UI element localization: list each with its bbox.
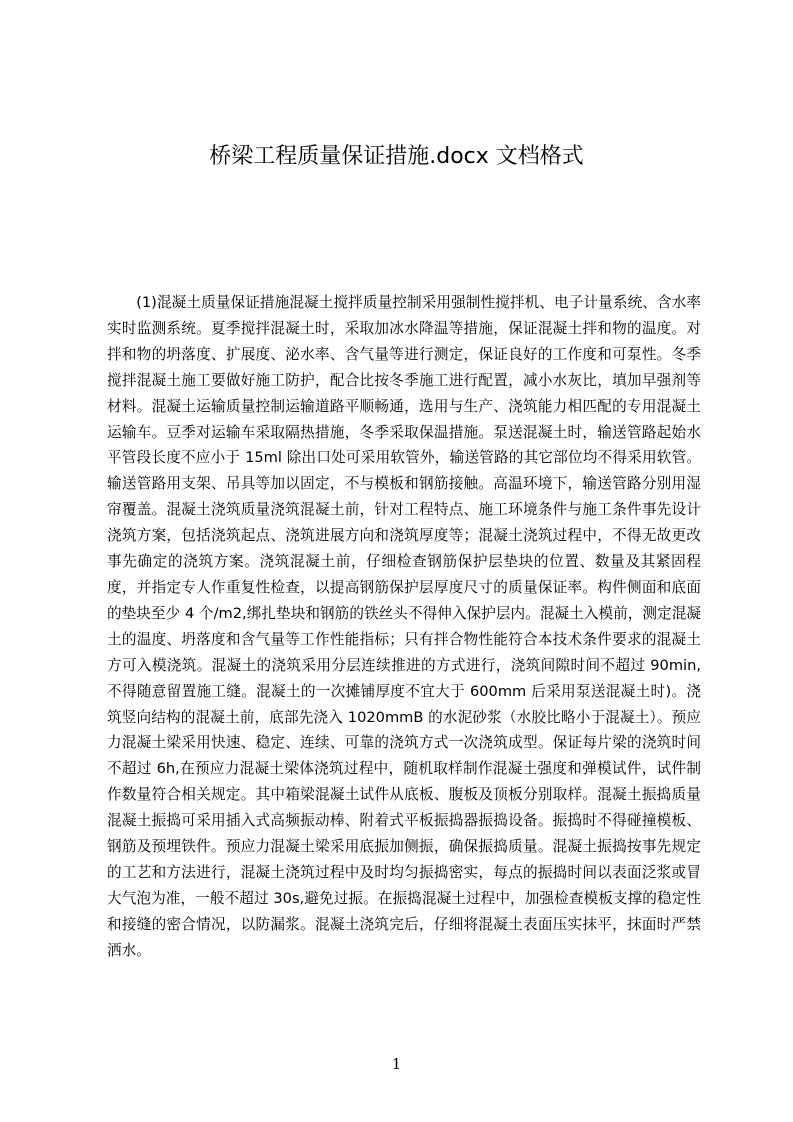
document-title: 桥梁工程质量保证措施.docx 文档格式 <box>209 144 584 169</box>
page-number: 1 <box>391 1055 402 1073</box>
body-paragraph: (1)混凝土质量保证措施混凝土搅拌质量控制采用强制性搅拌机、电子计量系统、含水率实时监测系统。夏季搅拌混凝土时，采取加冰水降温等措施，保证混凝土拌和物的温度。对拌和物的坍落度、扩展度、泌水率、含气量等进行测定，保证良好的工作度和可泵性。冬季搅拌混凝土施工要做好施工防护，配合比按冬季施工进行配置，减小水灰比，填加早强剂等材料。混凝土运输质量控制运输道路平顺畅通，选用与生产、浇筑能力相匹配的专用混凝土运输车。豆季对运输车采取隔热措施，冬季采取保温措施。泵送混凝土时，输送管路起始水平管段长度不应小于 15ml 除出口处可采用软管外，输送管路的其它部位均不得采用软管。输送管路用支架、吊具等加以固定，不与模板和钢筋接触。高温环境下，输送管路分别用湿帘覆盖。混凝土浇筑质量浇筑混凝土前，针对工程特点、施工环境条件与施工条件事先设计浇筑方案，包括浇筑起点、浇筑进展方向和浇筑厚度等；混凝土浇筑过程中，不得无故更改事先确定的浇筑方案。浇筑混凝土前，仔细检查钢筋保护层垫块的位置、数量及其紧固程度，并指定专人作重复性检查，以提高钢筋保护层厚度尺寸的质量保证率。构件侧面和底面的垫块至少 4 个/m2,绑扎垫块和钢筋的铁丝头不得伸入保护层内。混凝土入模前，测定混凝土的温度、坍落度和含气量等工作性能指标；只有拌合物性能符合本技术条件要求的混凝土方可入模浇筑。混凝土的浇筑采用分层连续推进的方式进行，浇筑间隙时间不超过 90min,不得随意留置施工缝。混凝土的一次摊铺厚度不宜大于 600mm 后采用泵送混凝土时)。浇筑竖向结构的混凝土前，底部先浇入 1020mmB 的水泥砂浆（水胶比略小于混凝土）。预应力混凝土梁采用快速、稳定、连续、可靠的浇筑方式一次浇筑成型。保证每片梁的浇筑时间不超过 6h,在预应力混凝土梁体浇筑过程中，随机取样制作混凝土强度和弹模试件，试件制作数量符合相关规定。其中箱梁混凝土试件从底板、腹板及顶板分别取样。混凝土振捣质量混凝土振捣可采用插入式高频振动棒、附着式平板振捣器振捣设备。振捣时不得碰撞模板、钢筋及预埋铁件。预应力混凝土梁采用底振加侧振，确保振捣质量。混凝土振捣按事先规定的工艺和方法进行，混凝土浇筑过程中及时均匀振捣密实，每点的振捣时间以表面泛浆或冒大气泡为准，一般不超过 30s,避免过振。在振捣混凝土过程中，加强检查模板支撑的稳定性和接缝的密合情况，以防漏浆。混凝土浇筑完后，仔细将混凝土表面压实抹平，抹面时严禁洒水。 <box>107 294 701 959</box>
